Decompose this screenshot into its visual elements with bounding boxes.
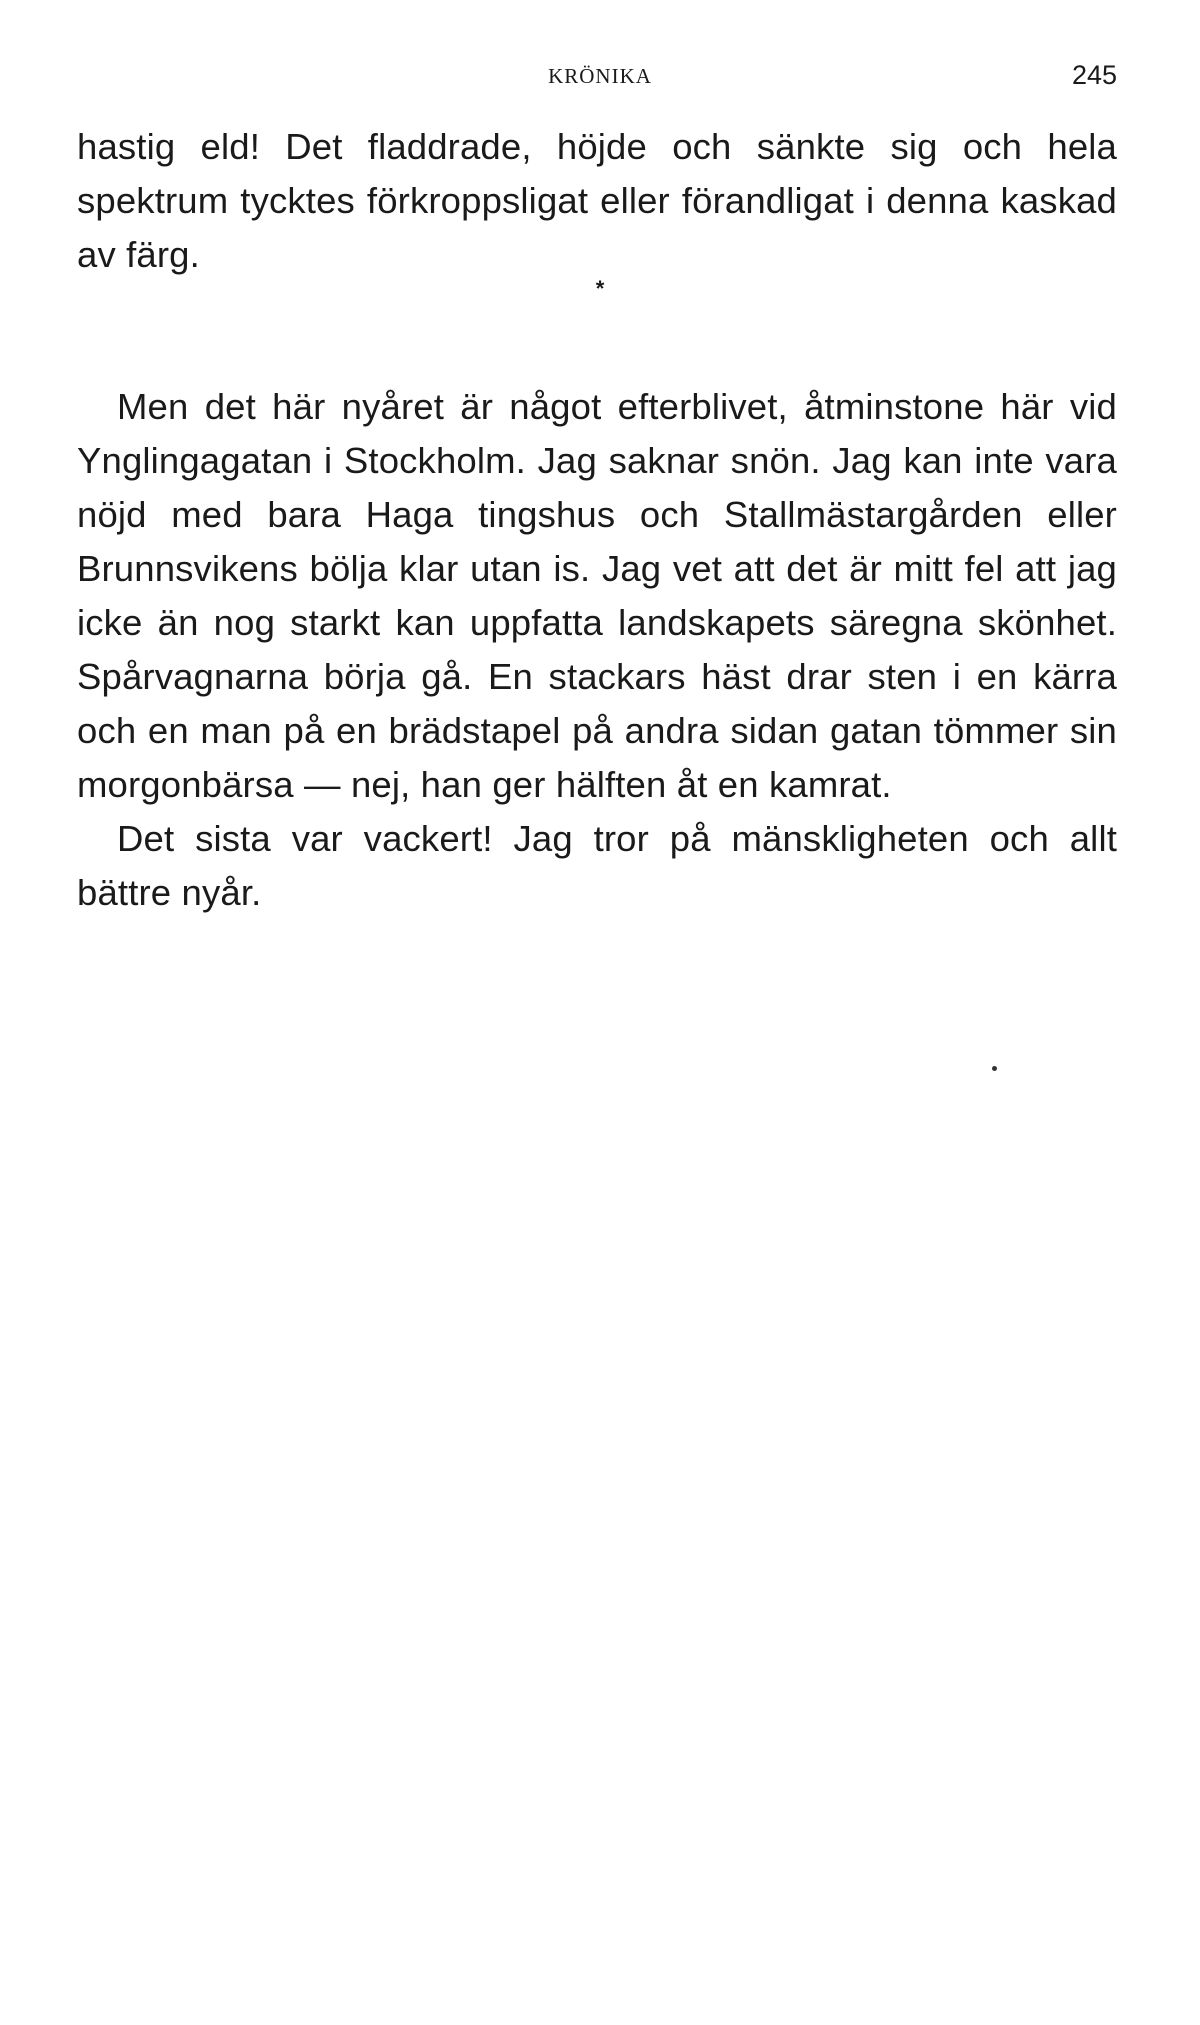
section-one [77,120,1117,282]
print-speck [992,1066,997,1071]
paragraph: Det sista var vackert! Jag tror på mänskligheten och allt bättre nyår. [77,818,1117,913]
paragraph: hastig eld! Det fladdrade, höjde och sänkte sig och hela spektrum tycktes förkroppsligat eller förandligat i denna kaskad av färg. [77,126,1117,275]
paragraph: Men det här nyåret är något efterblivet, åtminstone här vid Ynglingagatan i Stockholm. Jag saknar snön. Jag kan inte vara nöjd med bara Haga tingshus och Stallmästargården eller Brunnsvikens bölja klar utan is. Jag vet att det är mitt fel att jag icke än nog starkt kan uppfatta landskapets säregna skönhet. Spårvagnarna börja gå. En stackars häst drar sten i en kärra och en man på en brädstapel på andra sidan gatan tömmer sin morgonbärsa — nej, han ger hälften åt en kamrat. [77,386,1117,805]
page-number: 245 [1071,60,1117,90]
running-title: KRÖNIKA [548,64,652,88]
running-head [0,60,1200,100]
section-divider: * [595,276,605,301]
section-two [77,380,1117,920]
